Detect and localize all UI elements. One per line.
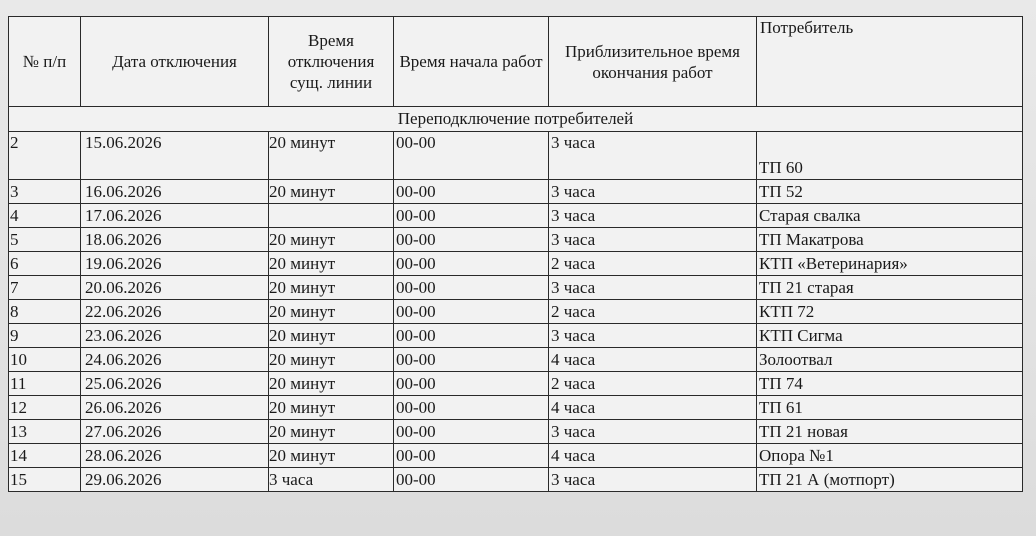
- table-row: [9, 372, 1023, 396]
- cell-num: 6: [9, 252, 81, 276]
- outage-schedule-table: [8, 16, 1023, 492]
- section-title: Переподключение потребителей: [9, 107, 1023, 132]
- cell-duration: 3 часа: [549, 420, 757, 444]
- cell-duration: 3 часа: [549, 180, 757, 204]
- cell-start-time: 00-00: [394, 204, 549, 228]
- table-row: [9, 396, 1023, 420]
- cell-start-time: 00-00: [394, 228, 549, 252]
- cell-consumer: Золоотвал: [757, 348, 1023, 372]
- cell-duration: 4 часа: [549, 348, 757, 372]
- cell-num: 2: [9, 132, 81, 180]
- cell-date: 16.06.2026: [81, 180, 269, 204]
- cell-date: 15.06.2026: [81, 132, 269, 180]
- header-end-time: Приблизительное время окончания работ: [549, 17, 757, 107]
- cell-start-time: 00-00: [394, 324, 549, 348]
- header-consumer: Потребитель: [757, 17, 1023, 107]
- cell-date: 29.06.2026: [81, 468, 269, 492]
- cell-num: 9: [9, 324, 81, 348]
- cell-outage-time: 20 минут: [269, 180, 394, 204]
- cell-outage-time: 20 минут: [269, 300, 394, 324]
- cell-date: 17.06.2026: [81, 204, 269, 228]
- cell-duration: 2 часа: [549, 252, 757, 276]
- cell-start-time: 00-00: [394, 396, 549, 420]
- cell-outage-time: 3 часа: [269, 468, 394, 492]
- header-date: Дата отключения: [81, 17, 269, 107]
- cell-consumer: ТП 52: [757, 180, 1023, 204]
- cell-duration: 2 часа: [549, 300, 757, 324]
- cell-num: 13: [9, 420, 81, 444]
- cell-num: 3: [9, 180, 81, 204]
- header-num: № п/п: [9, 17, 81, 107]
- cell-outage-time: [269, 204, 394, 228]
- section-row: [9, 107, 1023, 132]
- cell-date: 20.06.2026: [81, 276, 269, 300]
- cell-consumer: ТП 21 А (мотпорт): [757, 468, 1023, 492]
- table-row: [9, 276, 1023, 300]
- cell-consumer: Старая свалка: [757, 204, 1023, 228]
- cell-num: 5: [9, 228, 81, 252]
- cell-outage-time: 20 минут: [269, 276, 394, 300]
- cell-consumer: ТП 74: [757, 372, 1023, 396]
- cell-start-time: 00-00: [394, 348, 549, 372]
- cell-start-time: 00-00: [394, 300, 549, 324]
- cell-start-time: 00-00: [394, 252, 549, 276]
- table-header-row: [9, 17, 1023, 107]
- table-row: [9, 468, 1023, 492]
- cell-outage-time: 20 минут: [269, 444, 394, 468]
- cell-num: 14: [9, 444, 81, 468]
- table-row: [9, 300, 1023, 324]
- cell-start-time: 00-00: [394, 372, 549, 396]
- cell-duration: 4 часа: [549, 444, 757, 468]
- cell-consumer: ТП Макатрова: [757, 228, 1023, 252]
- cell-start-time: 00-00: [394, 180, 549, 204]
- header-outage-time: Время отключения сущ. линии: [269, 17, 394, 107]
- table-row: [9, 132, 1023, 180]
- cell-duration: 3 часа: [549, 228, 757, 252]
- cell-date: 19.06.2026: [81, 252, 269, 276]
- cell-duration: 3 часа: [549, 468, 757, 492]
- cell-consumer: ТП 21 старая: [757, 276, 1023, 300]
- table-row: [9, 420, 1023, 444]
- cell-start-time: 00-00: [394, 444, 549, 468]
- table-row: [9, 324, 1023, 348]
- table-row: [9, 444, 1023, 468]
- table-row: [9, 204, 1023, 228]
- cell-consumer: ТП 60: [757, 132, 1023, 180]
- cell-date: 22.06.2026: [81, 300, 269, 324]
- cell-duration: 2 часа: [549, 372, 757, 396]
- cell-duration: 3 часа: [549, 324, 757, 348]
- cell-duration: 3 часа: [549, 276, 757, 300]
- cell-num: 4: [9, 204, 81, 228]
- cell-outage-time: 20 минут: [269, 132, 394, 180]
- cell-start-time: 00-00: [394, 468, 549, 492]
- cell-outage-time: 20 минут: [269, 348, 394, 372]
- cell-num: 15: [9, 468, 81, 492]
- header-start-time: Время начала работ: [394, 17, 549, 107]
- table-row: [9, 252, 1023, 276]
- cell-date: 25.06.2026: [81, 372, 269, 396]
- cell-date: 26.06.2026: [81, 396, 269, 420]
- cell-start-time: 00-00: [394, 132, 549, 180]
- cell-start-time: 00-00: [394, 276, 549, 300]
- cell-outage-time: 20 минут: [269, 372, 394, 396]
- cell-date: 23.06.2026: [81, 324, 269, 348]
- cell-duration: 4 часа: [549, 396, 757, 420]
- cell-date: 18.06.2026: [81, 228, 269, 252]
- cell-duration: 3 часа: [549, 132, 757, 180]
- cell-date: 27.06.2026: [81, 420, 269, 444]
- cell-consumer: ТП 21 новая: [757, 420, 1023, 444]
- cell-start-time: 00-00: [394, 420, 549, 444]
- table-row: [9, 228, 1023, 252]
- cell-num: 8: [9, 300, 81, 324]
- cell-outage-time: 20 минут: [269, 228, 394, 252]
- cell-outage-time: 20 минут: [269, 324, 394, 348]
- cell-outage-time: 20 минут: [269, 420, 394, 444]
- cell-consumer: Опора №1: [757, 444, 1023, 468]
- cell-num: 10: [9, 348, 81, 372]
- cell-consumer: ТП 61: [757, 396, 1023, 420]
- cell-num: 12: [9, 396, 81, 420]
- cell-consumer: КТП 72: [757, 300, 1023, 324]
- cell-outage-time: 20 минут: [269, 252, 394, 276]
- cell-consumer: КТП Сигма: [757, 324, 1023, 348]
- cell-date: 24.06.2026: [81, 348, 269, 372]
- cell-outage-time: 20 минут: [269, 396, 394, 420]
- cell-consumer: КТП «Ветеринария»: [757, 252, 1023, 276]
- cell-num: 11: [9, 372, 81, 396]
- cell-date: 28.06.2026: [81, 444, 269, 468]
- table-row: [9, 348, 1023, 372]
- table-row: [9, 180, 1023, 204]
- cell-duration: 3 часа: [549, 204, 757, 228]
- cell-num: 7: [9, 276, 81, 300]
